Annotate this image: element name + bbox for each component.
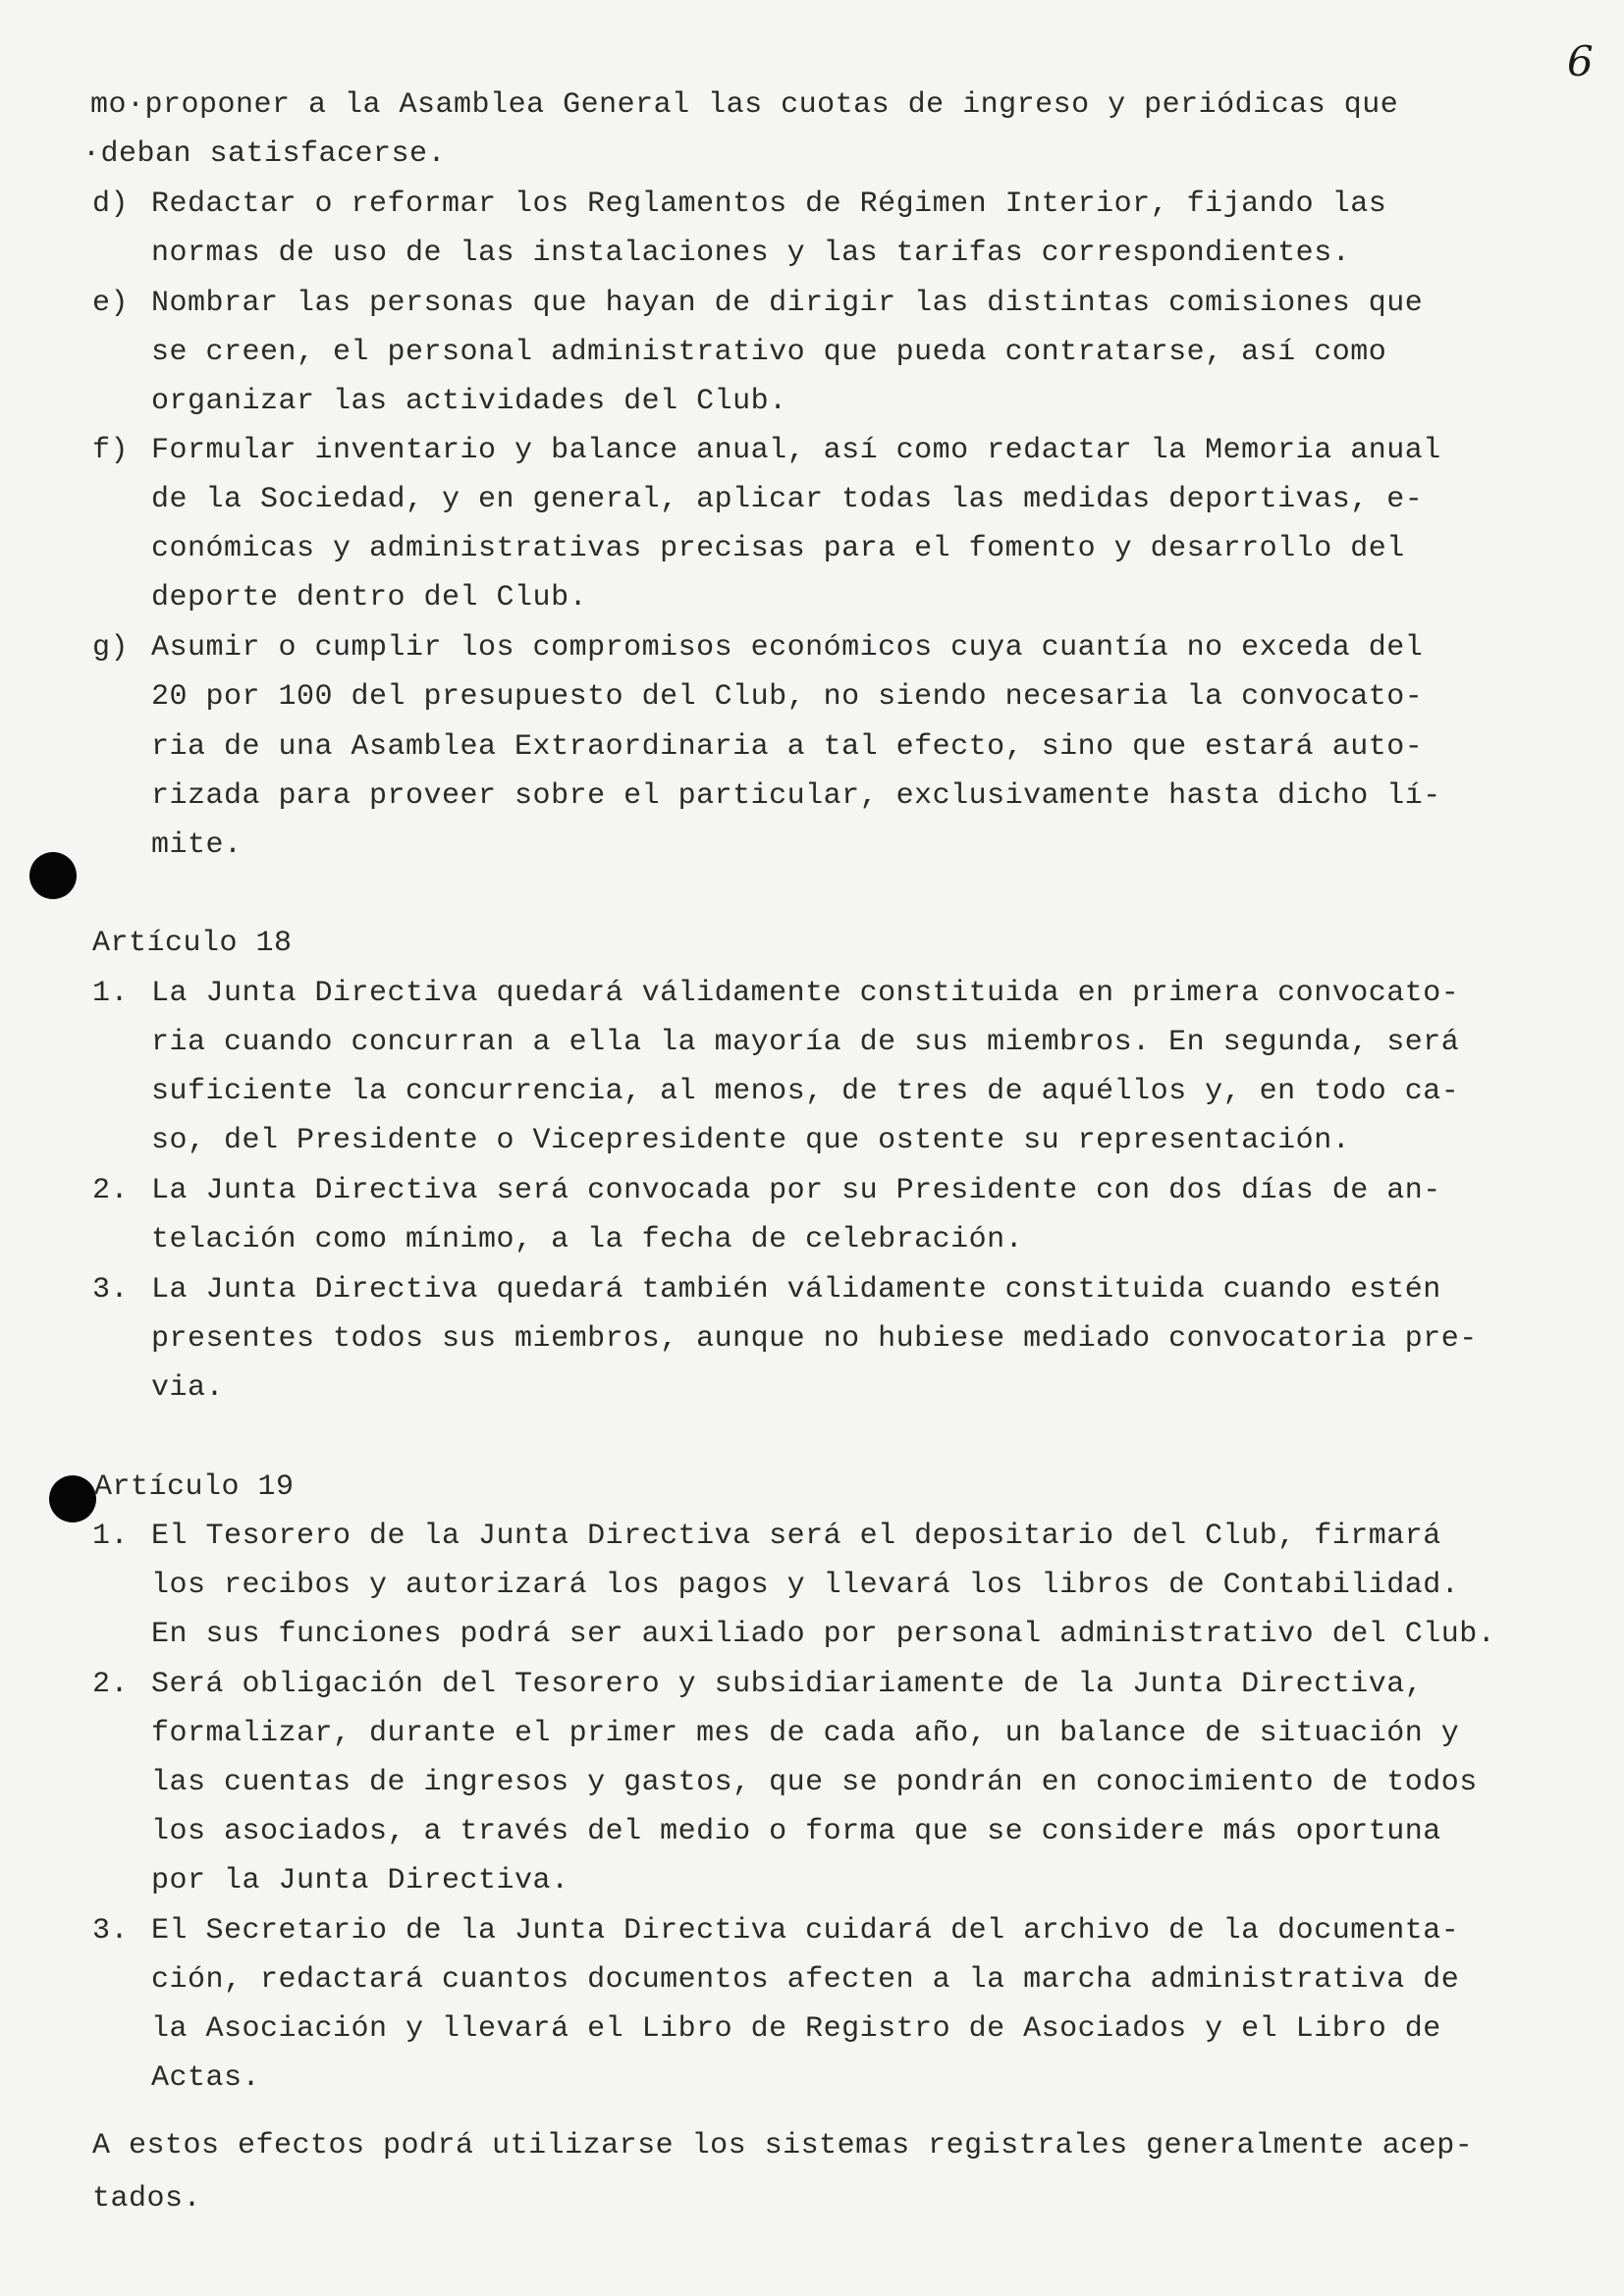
- text-line: La Junta Directiva quedará también válidamente constituida cuando estén: [151, 1273, 1441, 1307]
- text-line: Asumir o cumplir los compromisos económicos cuya cuantía no exceda del: [151, 631, 1424, 665]
- text-line: las cuentas de ingresos y gastos, que se pondrán en conocimiento de todos: [151, 1766, 1478, 1799]
- text-line: organizar las actividades del Club.: [151, 385, 787, 418]
- text-line: so, del Presidente o Vicepresidente que ostente su representación.: [151, 1124, 1351, 1157]
- page-number: 6: [1567, 37, 1594, 85]
- text-line: Nombrar las personas que hayan de dirigir las distintas comisiones que: [151, 287, 1424, 320]
- text-line: mo·proponer a la Asamblea General las cuotas de ingreso y periódicas que: [90, 88, 1399, 122]
- text-line: En sus funciones podrá ser auxiliado por personal administrativo del Club.: [151, 1618, 1496, 1651]
- text-line: mite.: [151, 828, 243, 862]
- text-line: la Asociación y llevará el Libro de Registro de Asociados y el Libro de: [151, 2012, 1441, 2046]
- paragraph-number: 2.: [92, 1174, 130, 1207]
- text-line: normas de uso de las instalaciones y las tarifas correspondientes.: [151, 237, 1351, 270]
- text-line: se creen, el personal administrativo que pueda contratarse, así como: [151, 336, 1387, 369]
- paragraph-number: 1.: [92, 977, 130, 1010]
- article-heading: Artículo 18: [92, 927, 293, 960]
- text-line: formalizar, durante el primer mes de cada año, un balance de situación y: [151, 1717, 1460, 1750]
- text-line: de la Sociedad, y en general, aplicar todas las medidas deportivas, e-: [151, 483, 1424, 516]
- text-line: La Junta Directiva será convocada por su Presidente con dos días de an-: [151, 1174, 1441, 1207]
- paragraph-number: 1.: [92, 1520, 130, 1553]
- article-heading: Artículo 19: [94, 1470, 295, 1504]
- text-line: por la Junta Directiva.: [151, 1864, 569, 1897]
- text-line: El Secretario de la Junta Directiva cuidará del archivo de la documenta-: [151, 1914, 1460, 1948]
- paragraph-number: 3.: [92, 1273, 130, 1307]
- text-line: suficiente la concurrencia, al menos, de tres de aquéllos y, en todo ca-: [151, 1075, 1460, 1108]
- text-line: ria cuando concurran a ella la mayoría de sus miembros. En segunda, será: [151, 1026, 1460, 1059]
- text-line: presentes todos sus miembros, aunque no hubiese mediado convocatoria pre-: [151, 1322, 1478, 1356]
- item-label: d): [92, 187, 130, 221]
- text-line: Será obligación del Tesorero y subsidiariamente de la Junta Directiva,: [151, 1668, 1424, 1701]
- paragraph-number: 3.: [92, 1914, 130, 1948]
- text-line: via.: [151, 1371, 225, 1405]
- text-line: Formular inventario y balance anual, así como redactar la Memoria anual: [151, 434, 1441, 467]
- punch-hole: [49, 1475, 96, 1522]
- text-line: El Tesorero de la Junta Directiva será el depositario del Club, firmará: [151, 1520, 1441, 1553]
- text-line: tados.: [92, 2182, 202, 2216]
- punch-hole: [29, 852, 77, 899]
- text-line: los asociados, a través del medio o forma que se considere más oportuna: [151, 1815, 1441, 1848]
- text-line: ·deban satisfacerse.: [82, 137, 447, 171]
- text-line: Redactar o reformar los Reglamentos de Régimen Interior, fijando las: [151, 187, 1387, 221]
- text-line: 20 por 100 del presupuesto del Club, no siendo necesaria la convocato-: [151, 680, 1424, 714]
- text-line: telación como mínimo, a la fecha de celebración.: [151, 1223, 1024, 1256]
- text-line: ria de una Asamblea Extraordinaria a tal efecto, sino que estará auto-: [151, 730, 1424, 764]
- text-line: ción, redactará cuantos documentos afecten a la marcha administrativa de: [151, 1963, 1460, 1997]
- text-line: conómicas y administrativas precisas para el fomento y desarrollo del: [151, 532, 1405, 565]
- paragraph-number: 2.: [92, 1668, 130, 1701]
- text-line: los recibos y autorizará los pagos y llevará los libros de Contabilidad.: [151, 1569, 1460, 1602]
- item-label: e): [92, 287, 130, 320]
- text-line: deporte dentro del Club.: [151, 581, 588, 614]
- text-line: Actas.: [151, 2061, 261, 2095]
- text-line: rizada para proveer sobre el particular, exclusivamente hasta dicho lí-: [151, 779, 1441, 813]
- text-line: La Junta Directiva quedará válidamente constituida en primera convocato-: [151, 977, 1460, 1010]
- item-label: g): [92, 631, 130, 665]
- item-label: f): [92, 434, 130, 467]
- text-line: A estos efectos podrá utilizarse los sistemas registrales generalmente acep-: [92, 2129, 1474, 2163]
